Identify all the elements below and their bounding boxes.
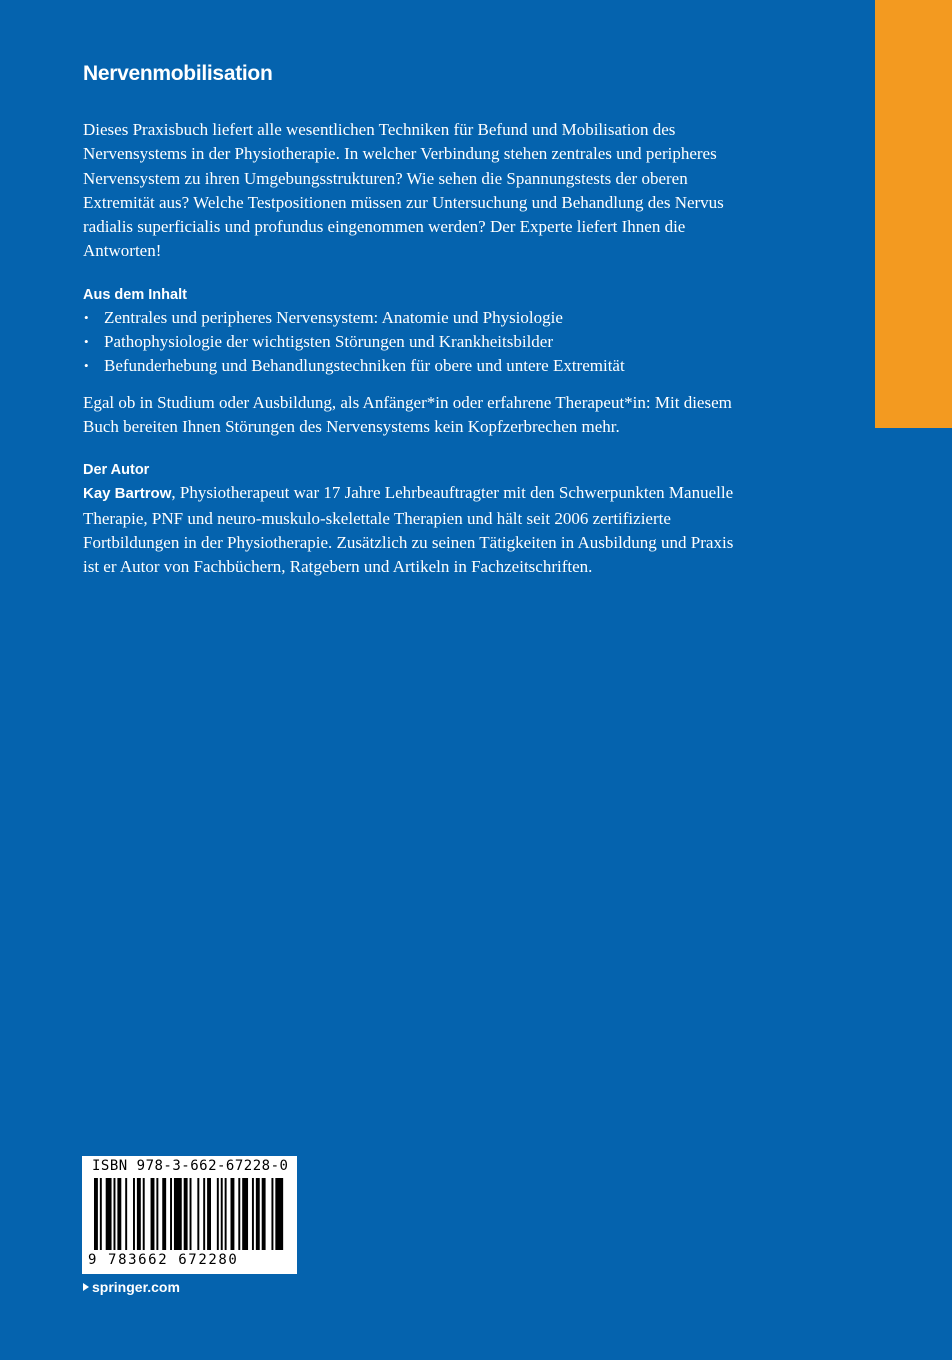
barcode-bar [106, 1178, 112, 1250]
barcode-bar [156, 1178, 158, 1250]
cover-text [83, 60, 743, 579]
book-title: Nervenmobilisation [83, 62, 273, 85]
barcode-bar [256, 1178, 260, 1250]
barcode-icon [90, 1178, 289, 1252]
barcode-bar [252, 1178, 254, 1250]
barcode-bar [225, 1178, 227, 1250]
author-heading: Der Autor [83, 462, 150, 479]
barcode-bar [203, 1178, 205, 1250]
isbn-barcode [82, 1156, 297, 1274]
barcode-bar [238, 1178, 240, 1250]
barcode-bar [197, 1178, 199, 1250]
barcode-bar [143, 1178, 145, 1250]
closing-paragraph: Egal ob in Studium oder Ausbildung, als Anfänger*in oder erfahrene Therapeut*in: Mit diesem Buch bereiten Ihnen Störungen des Nervensystems kein Kopfzerbrechen mehr. [83, 392, 732, 436]
barcode-bar [207, 1178, 211, 1250]
barcode-bar [151, 1178, 155, 1250]
barcode-bar [137, 1178, 141, 1250]
contents-heading: Aus dem Inhalt [83, 286, 187, 303]
orange-accent-strip [875, 0, 952, 428]
barcode-bar [94, 1178, 98, 1250]
barcode-bar [114, 1178, 116, 1250]
barcode-bar [242, 1178, 248, 1250]
intro-paragraph: Dieses Praxisbuch liefert alle wesentlichen Techniken für Befund und Mobilisation des Nervensystems in der Physiotherapie. In welcher Verbindung stehen zentrales und peripheres Nervensystem zu ihren Umgebungsstrukturen? Wie sehen die Spannungstests der oberen Extremität aus? Welche Testpositionen müssen zur Untersuchung und Behandlung des Nervus radialis superficialis und profundus eingenommen werden? Der Experte liefert Ihnen die Antworten! [83, 120, 724, 261]
barcode-bar [231, 1178, 235, 1250]
author-name: Kay Bartrow [83, 485, 172, 503]
barcode-bar [221, 1178, 223, 1250]
barcode-bar [133, 1178, 135, 1250]
barcode-bar [190, 1178, 192, 1250]
barcode-bar [184, 1178, 188, 1250]
barcode-bar [125, 1178, 127, 1250]
author-paragraph [83, 481, 743, 579]
list-item: • Befunderhebung und Behandlungstechniken für obere und untere Extremität [83, 354, 743, 378]
isbn-label: ISBN 978-3-662-67228-0 [92, 1158, 289, 1174]
barcode-digits: 9 783662 672280 [88, 1252, 239, 1268]
barcode-bar [217, 1178, 219, 1250]
barcode-bar [162, 1178, 166, 1250]
contents-list [83, 306, 743, 379]
author-bio: , Physiotherapeut war 17 Jahre Lehrbeauftragter mit den Schwerpunkten Manuelle Therapie, PNF und neuro-muskulo-skelettale Therapien und hält seit 2006 zertifizierte Fortbildungen in der Physiotherapie. Zusätzlich zu seinen Tätigkeiten in Ausbildung und Praxis ist er Autor von Fachbüchern, Ratgebern und Artikeln in Fachzeitschriften. [83, 483, 734, 577]
publisher-website[interactable] [83, 1279, 180, 1295]
bullet-icon: • [84, 358, 89, 374]
website-label: springer.com [92, 1279, 180, 1295]
bullet-icon: • [84, 309, 89, 325]
barcode-bar [271, 1178, 273, 1250]
list-item: • Pathophysiologie der wichtigsten Störungen und Krankheitsbilder [83, 330, 743, 354]
arrow-right-icon [83, 1283, 89, 1291]
barcode-bar [100, 1178, 102, 1250]
barcode-bar [170, 1178, 172, 1250]
bullet-icon: • [84, 334, 89, 350]
barcode-bar [174, 1178, 182, 1250]
barcode-bar [275, 1178, 283, 1250]
barcode-bar [117, 1178, 121, 1250]
barcode-bar [262, 1178, 266, 1250]
list-item: • Zentrales und peripheres Nervensystem: Anatomie und Physiologie [83, 306, 743, 330]
